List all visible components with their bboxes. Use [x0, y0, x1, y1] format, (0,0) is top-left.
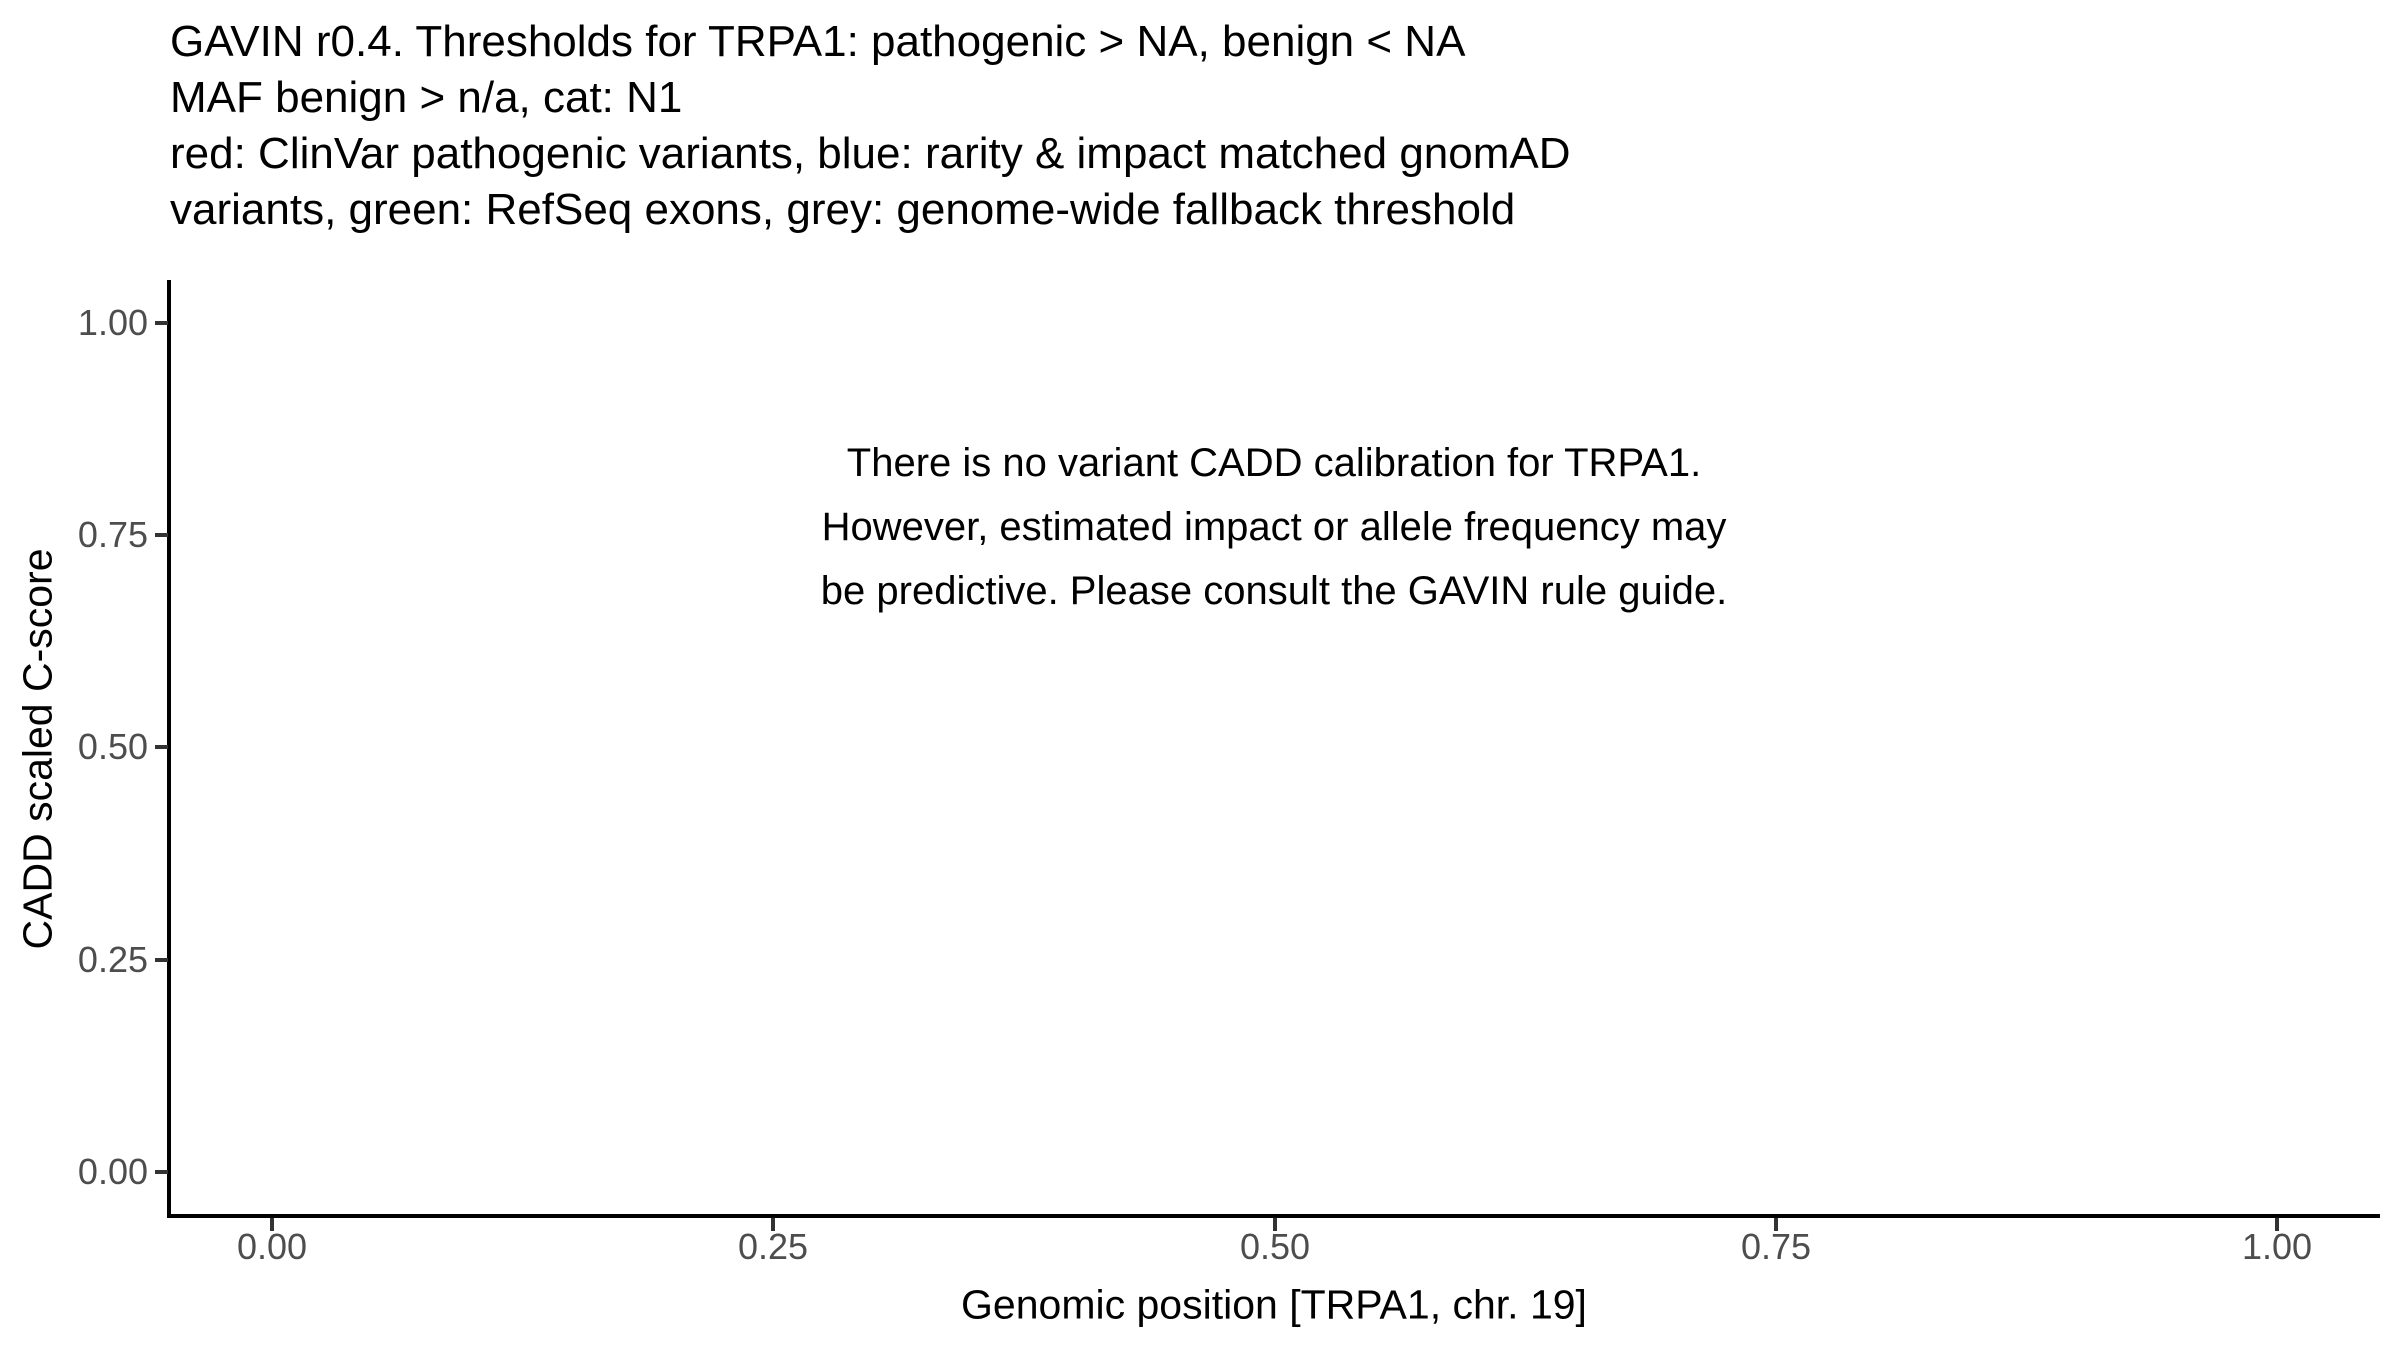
x-tick-label-0-75: 0.75 — [1740, 1226, 1812, 1267]
y-tick-mark-0-75 — [155, 533, 168, 537]
y-tick-mark-0-00 — [155, 1170, 168, 1174]
x-tick-label-0-25: 0.25 — [737, 1226, 809, 1267]
y-tick-label-0-00: 0.00 — [77, 1151, 148, 1192]
x-tick-label-1-00: 1.00 — [2241, 1226, 2313, 1267]
y-axis-line — [167, 280, 171, 1218]
x-tick-label-0-00: 0.00 — [236, 1226, 308, 1267]
annotation-line-2: However, estimated impact or allele frequency may — [821, 505, 1727, 549]
y-tick-label-1-00: 1.00 — [77, 302, 148, 343]
y-axis-title: CADD scaled C-score — [14, 548, 61, 950]
chart-title-line-1: GAVIN r0.4. Thresholds for TRPA1: pathogenic > NA, benign < NA — [170, 17, 1466, 66]
x-axis-title: Genomic position [TRPA1, chr. 19] — [961, 1281, 1587, 1328]
y-tick-mark-0-50 — [155, 745, 168, 749]
annotation-line-3: be predictive. Please consult the GAVIN rule guide. — [820, 569, 1728, 613]
annotation-line-1: There is no variant CADD calibration for TRPA1. — [846, 441, 1702, 485]
no-calibration-annotation — [821, 431, 1727, 623]
x-tick-label-0-50: 0.50 — [1239, 1226, 1311, 1267]
chart-title-line-3: red: ClinVar pathogenic variants, blue: rarity & impact matched gnomAD — [170, 129, 1571, 178]
chart-title-line-2: MAF benign > n/a, cat: N1 — [170, 73, 683, 122]
chart-title — [170, 14, 1571, 238]
y-tick-mark-1-00 — [155, 321, 168, 325]
y-tick-label-0-75: 0.75 — [77, 514, 148, 555]
y-tick-label-0-50: 0.50 — [77, 726, 148, 767]
y-tick-label-0-25: 0.25 — [77, 939, 148, 980]
y-tick-mark-0-25 — [155, 958, 168, 962]
chart-title-line-4: variants, green: RefSeq exons, grey: genome-wide fallback threshold — [170, 185, 1516, 234]
